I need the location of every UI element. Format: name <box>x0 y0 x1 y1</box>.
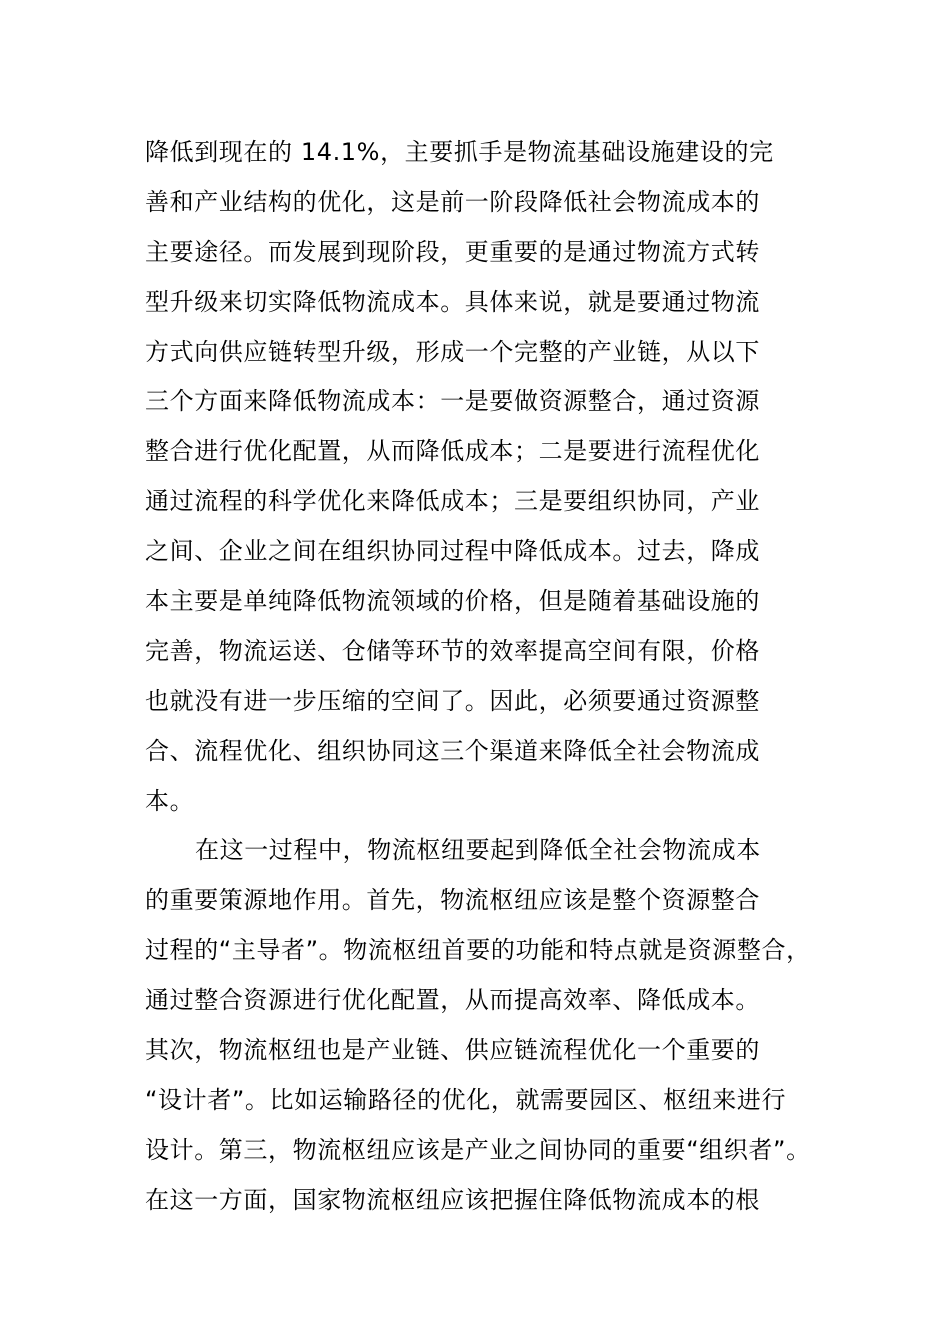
text-line: 也就没有进一步压缩的空间了。因此，必须要通过资源整 <box>145 686 760 715</box>
body-text <box>145 128 865 1226</box>
text-line: 本。 <box>145 786 195 815</box>
text-line: 过程的“主导者”。物流枢纽首要的功能和特点就是资源整合， <box>145 936 811 965</box>
text-line: 本主要是单纯降低物流领域的价格，但是随着基础设施的 <box>145 587 760 616</box>
text-line: 方式向供应链转型升级，形成一个完整的产业链，从以下 <box>145 337 760 366</box>
text-line: 设计。第三，物流枢纽应该是产业之间协同的重要“组织者”。 <box>145 1135 811 1164</box>
text-line: 通过整合资源进行优化配置，从而提高效率、降低成本。 <box>145 986 760 1015</box>
text-line: 降低到现在的 14.1%，主要抓手是物流基础设施建设的完 <box>145 138 774 166</box>
paragraph-start-line: 在这一过程中，物流枢纽要起到降低全社会物流成本 <box>195 836 761 865</box>
text-line: “设计者”。比如运输路径的优化，就需要园区、枢纽来进行 <box>145 1085 787 1114</box>
text-line: 善和产业结构的优化，这是前一阶段降低社会物流成本的 <box>145 187 760 216</box>
text-line: 其次，物流枢纽也是产业链、供应链流程优化一个重要的 <box>145 1036 760 1065</box>
text-line: 整合进行优化配置，从而降低成本；二是要进行流程优化 <box>145 437 760 466</box>
text-line: 型升级来切实降低物流成本。具体来说，就是要通过物流 <box>145 287 760 316</box>
text-line: 之间、企业之间在组织协同过程中降低成本。过去，降成 <box>145 537 760 566</box>
text-line: 通过流程的科学优化来降低成本；三是要组织协同，产业 <box>145 487 760 516</box>
text-line: 主要途径。而发展到现阶段，更重要的是通过物流方式转 <box>145 237 760 266</box>
text-line: 合、流程优化、组织协同这三个渠道来降低全社会物流成 <box>145 736 760 765</box>
text-line: 在这一方面，国家物流枢纽应该把握住降低物流成本的根 <box>145 1185 760 1214</box>
text-line: 完善，物流运送、仓储等环节的效率提高空间有限，价格 <box>145 636 760 665</box>
text-line: 三个方面来降低物流成本：一是要做资源整合，通过资源 <box>145 387 760 416</box>
text-line: 的重要策源地作用。首先，物流枢纽应该是整个资源整合 <box>145 886 760 915</box>
